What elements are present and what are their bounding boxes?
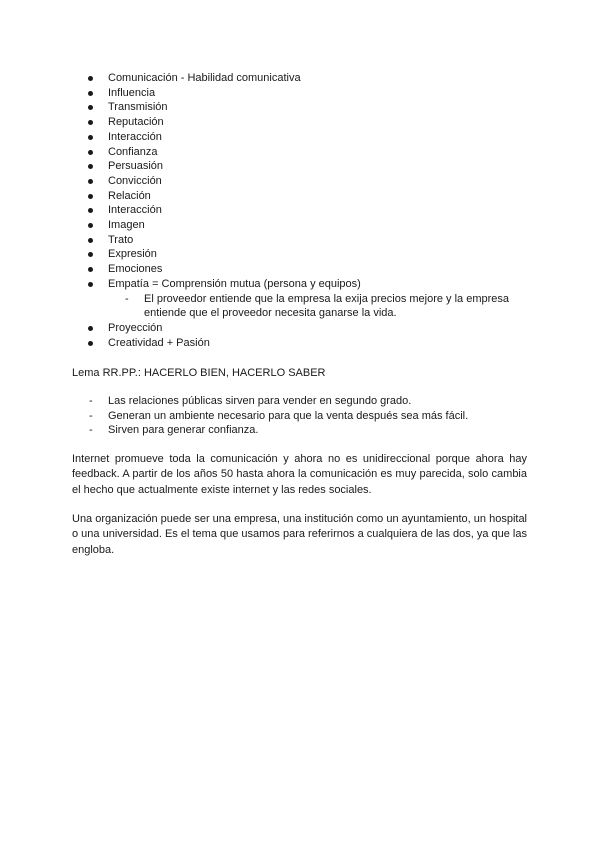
list-item-text: Trato xyxy=(108,233,134,246)
bullet-dot-icon xyxy=(88,91,93,96)
list-item xyxy=(88,174,538,189)
list-item xyxy=(88,218,538,233)
list-item xyxy=(88,71,538,86)
list-item-text: Las relaciones públicas sirven para vender en segundo grado. xyxy=(108,395,412,407)
list-item xyxy=(88,277,538,321)
bullet-dot-icon xyxy=(88,208,93,213)
list-item-text: Imagen xyxy=(108,219,145,232)
list-item-text: Generan un ambiente necesario para que la venta después sea más fácil. xyxy=(108,409,469,422)
bullet-dot-icon xyxy=(88,326,93,331)
list-item-text: Interacción xyxy=(108,130,162,143)
list-item-text: Confianza xyxy=(108,145,158,158)
list-item-text: Proyección xyxy=(108,321,163,334)
bullet-dot-icon xyxy=(88,194,93,199)
bullet-dot-icon xyxy=(88,341,93,346)
list-item xyxy=(88,336,538,351)
list-item xyxy=(88,203,538,218)
list-item xyxy=(88,321,538,336)
dash-marker: - xyxy=(89,409,93,422)
bullet-dot-icon xyxy=(88,120,93,125)
dash-marker: - xyxy=(89,395,93,407)
list-item xyxy=(88,145,538,160)
list-item-text: Interacción xyxy=(108,204,162,217)
list-item-text: Persuasión xyxy=(108,160,164,173)
list-item xyxy=(88,115,538,130)
rrpp-dash-list xyxy=(88,394,538,438)
bullet-dot-icon xyxy=(88,76,93,81)
list-item-text: Expresión xyxy=(108,248,157,261)
bullet-dot-icon xyxy=(88,164,93,169)
bullet-dot-icon xyxy=(88,238,93,243)
list-item xyxy=(88,100,538,115)
list-item xyxy=(88,262,538,277)
list-item-text: Emociones xyxy=(108,263,163,276)
list-item xyxy=(88,189,538,204)
list-item-text: Empatía = Comprensión mutua (persona y equipos) xyxy=(108,277,361,290)
bullet-dot-icon xyxy=(88,282,93,287)
list-item xyxy=(88,409,538,424)
empatia-sub-list xyxy=(108,292,538,321)
sub-list-item xyxy=(108,292,538,321)
list-item xyxy=(88,86,538,101)
list-item-text: Transmisión xyxy=(108,101,168,114)
bullet-dot-icon xyxy=(88,135,93,140)
list-item-text: Creatividad + Pasión xyxy=(108,336,210,349)
list-item xyxy=(88,159,538,174)
concept-bullet-list xyxy=(88,71,538,350)
list-item-text: Convicción xyxy=(108,174,162,187)
bullet-dot-icon xyxy=(88,105,93,110)
list-item xyxy=(88,423,538,438)
lema-heading: Lema RR.PP.: HACERLO BIEN, HACERLO SABER xyxy=(72,367,326,379)
bullet-dot-icon xyxy=(88,267,93,272)
list-item xyxy=(88,233,538,248)
sub-list-item-text: El proveedor entiende que la empresa la exija precios mejore y la empresa entiende que el proveedor necesita ganarse la vida. xyxy=(144,292,510,320)
list-item-text: Reputación xyxy=(108,116,164,129)
bullet-dot-icon xyxy=(88,223,93,228)
dash-marker: - xyxy=(125,292,129,305)
organization-paragraph: Una organización puede ser una empresa, una institución como un ayuntamiento, un hospital o una universidad. Es el tema que usamos para referirnos a cualquiera de las dos, ya que las engloba. xyxy=(72,513,527,556)
bullet-dot-icon xyxy=(88,150,93,155)
list-item xyxy=(88,130,538,145)
list-item xyxy=(88,247,538,262)
list-item-text: Influencia xyxy=(108,86,156,99)
list-item-text: Relación xyxy=(108,189,151,202)
list-item xyxy=(88,394,538,409)
internet-paragraph: Internet promueve toda la comunicación y ahora no es unidireccional porque ahora hay feedback. A partir de los años 50 hasta ahora la comunicación es muy parecida, solo cambia el hecho que actualmente existe internet y las redes sociales. xyxy=(72,453,527,496)
list-item-text: Comunicación - Habilidad comunicativa xyxy=(108,72,301,84)
bullet-dot-icon xyxy=(88,252,93,257)
list-item-text: Sirven para generar confianza. xyxy=(108,424,259,437)
dash-marker: - xyxy=(89,424,93,437)
bullet-dot-icon xyxy=(88,179,93,184)
